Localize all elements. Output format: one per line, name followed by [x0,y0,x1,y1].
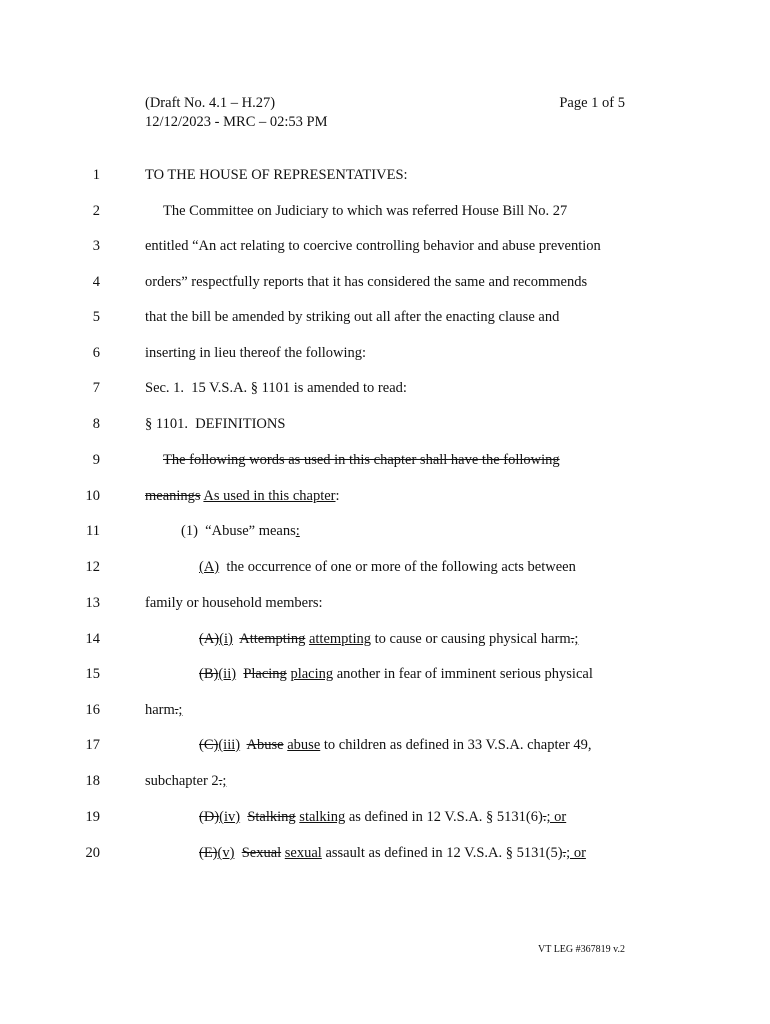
text-line [0,486,770,506]
line-number: 6 [92,345,100,361]
line-text [145,593,323,613]
text-line [0,343,770,363]
deleted-text: . [218,773,223,789]
inserted-text: ; or [566,845,586,861]
line-number: 19 [85,809,100,825]
document-footer: VT LEG #367819 v.2 [538,944,625,955]
line-text [145,700,182,720]
text-segment: TO THE HOUSE OF REPRESENTATIVES: [145,167,408,183]
line-text [145,486,340,506]
inserted-text: (A) [199,559,220,575]
text-segment: entitled “An act relating to coercive controlling behavior and abuse prevention [145,238,601,254]
text-line [0,664,770,684]
text-line [0,700,770,720]
text-line [0,307,770,327]
line-text [145,378,407,398]
line-number: 17 [85,737,100,753]
line-text [163,201,567,221]
deleted-text: Placing [243,666,287,682]
line-number: 14 [85,631,100,647]
text-line [0,201,770,221]
text-segment: that the bill be amended by striking out all after the enacting clause and [145,309,560,325]
inserted-text: (iv) [219,809,241,825]
text-segment: assault as defined in 12 V.S.A. § 5131(5) [321,845,563,861]
page-indicator: Page 1 of 5 [559,95,625,111]
text-segment: Sec. 1. 15 V.S.A. § 1101 is amended to read: [145,380,407,396]
inserted-text: (iii) [218,737,241,753]
line-number: 13 [85,595,100,611]
text-segment: orders” respectfully reports that it has considered the same and recommends [145,274,588,290]
inserted-text: ; [222,773,227,789]
inserted-text: (ii) [218,666,237,682]
text-segment: subchapter 2 [145,773,219,789]
line-text [199,807,566,827]
line-number: 5 [92,309,100,325]
line-text [199,843,586,863]
inserted-text: ; [574,631,579,647]
text-segment: The Committee on Judiciary to which was referred House Bill No. 27 [163,203,568,219]
line-number: 8 [92,416,100,432]
line-number: 4 [92,274,100,290]
inserted-text: : [295,523,300,539]
line-number: 20 [85,845,100,861]
deleted-text: Abuse [246,737,284,753]
text-line [0,521,770,541]
text-line [0,378,770,398]
text-segment: family or household members: [145,595,323,611]
inserted-text: ; or [546,809,567,825]
text-segment: : [335,488,340,504]
line-text [145,272,587,292]
text-segment: to children as defined in 33 V.S.A. chapter 49, [320,737,592,753]
inserted-text: stalking [299,809,346,825]
line-text [145,307,559,327]
text-line [0,735,770,755]
text-line [0,165,770,185]
deleted-text: (A) [199,631,220,647]
inserted-text: ; [178,702,183,718]
deleted-text: . [174,702,179,718]
text-line [0,807,770,827]
text-line [0,771,770,791]
text-segment: the occurrence of one or more of the following acts between [219,559,576,575]
line-text [199,735,592,755]
deleted-text: . [542,809,547,825]
line-number: 1 [92,167,100,183]
inserted-text: placing [290,666,334,682]
line-number: 10 [85,488,100,504]
deleted-text: Stalking [247,809,296,825]
inserted-text: abuse [287,737,321,753]
text-segment: § 1101. DEFINITIONS [145,416,286,432]
line-text [199,664,593,684]
deleted-text: (E) [199,845,218,861]
text-segment: another in fear of imminent serious physical [333,666,593,682]
text-line [0,236,770,256]
inserted-text: As used in this chapter [203,488,336,504]
text-segment: harm [145,702,175,718]
text-line [0,272,770,292]
line-number: 18 [85,773,100,789]
line-text [181,521,300,541]
line-text [199,629,578,649]
line-number: 12 [85,559,100,575]
line-text [163,450,560,470]
inserted-text: (v) [217,845,235,861]
line-text [145,771,226,791]
line-number: 9 [92,452,100,468]
text-segment [234,845,241,861]
deleted-text: (B) [199,666,219,682]
line-text [199,557,576,577]
line-number: 16 [85,702,100,718]
text-line [0,450,770,470]
inserted-text: sexual [284,845,322,861]
deleted-text: Sexual [241,845,282,861]
line-number: 11 [86,523,100,539]
deleted-text: (C) [199,737,219,753]
line-text [145,343,366,363]
deleted-text: (D) [199,809,220,825]
line-text [145,165,408,185]
line-number: 2 [92,203,100,219]
deleted-text: . [570,631,575,647]
draft-number: (Draft No. 4.1 – H.27) [145,95,276,111]
text-line [0,629,770,649]
text-line [0,557,770,577]
text-line [0,414,770,434]
text-segment: inserting in lieu thereof the following: [145,345,367,361]
deleted-text: meanings [145,488,201,504]
line-text [145,236,601,256]
line-number: 3 [92,238,100,254]
text-line [0,843,770,863]
text-segment: to cause or causing physical harm [370,631,571,647]
line-text [145,414,285,434]
draft-header [145,94,327,132]
deleted-text: The following words as used in this chapter shall have the following [163,452,560,468]
inserted-text: (i) [219,631,233,647]
draft-datetime: 12/12/2023 - MRC – 02:53 PM [145,114,328,130]
text-segment: (1) “Abuse” means [181,523,296,539]
line-number: 7 [92,380,100,396]
text-line [0,593,770,613]
deleted-text: . [562,845,567,861]
text-segment: as defined in 12 V.S.A. § 5131(6) [345,809,543,825]
line-number: 15 [85,666,100,682]
inserted-text: attempting [308,631,371,647]
deleted-text: Attempting [239,631,306,647]
